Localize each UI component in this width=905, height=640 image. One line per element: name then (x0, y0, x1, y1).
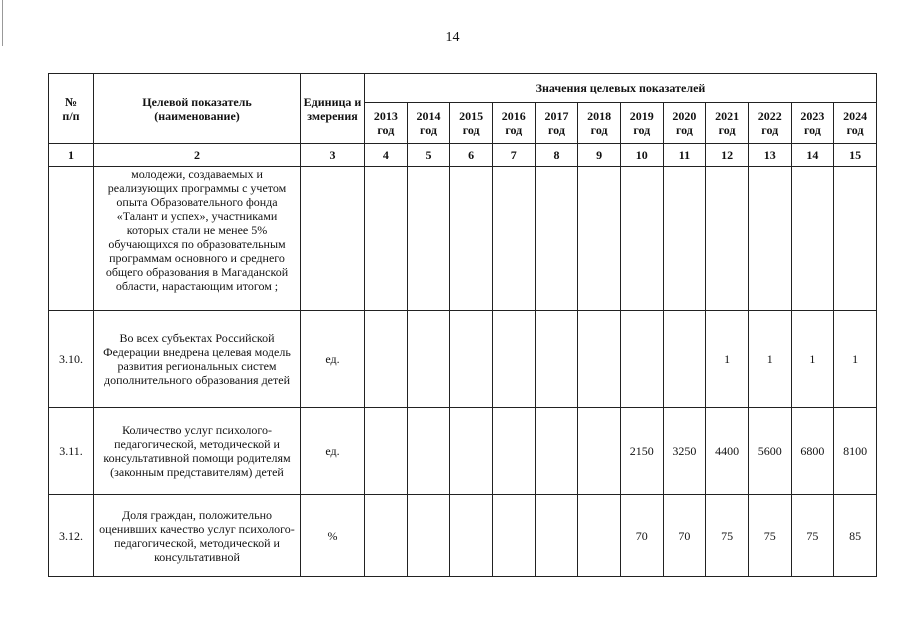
value-cell: 75 (748, 495, 791, 577)
value-cell (578, 495, 621, 577)
value-cell: 3250 (663, 408, 706, 495)
value-cell (578, 167, 621, 311)
unit-cell (301, 167, 365, 311)
header-year (407, 103, 450, 144)
row-number: 3.12. (49, 495, 94, 577)
column-index-cell: 11 (663, 144, 706, 167)
value-cell (492, 311, 535, 408)
value-cell (748, 167, 791, 311)
value-cell (620, 311, 663, 408)
value-cell: 1 (834, 311, 877, 408)
value-cell (450, 408, 493, 495)
value-cell (620, 167, 663, 311)
value-cell (492, 167, 535, 311)
value-cell: 6800 (791, 408, 834, 495)
header-year (620, 103, 663, 144)
value-cell (407, 408, 450, 495)
value-cell: 75 (706, 495, 749, 577)
target-indicators-table (48, 73, 877, 577)
header-year (834, 103, 877, 144)
header-year-number: 2022 год (757, 109, 782, 137)
value-cell (450, 311, 493, 408)
header-year (492, 103, 535, 144)
page-number: 14 (445, 30, 460, 45)
value-cell (450, 167, 493, 311)
header-unit-label: Единица измерения (303, 94, 362, 123)
header-year-number: 2017 год (544, 109, 569, 137)
header-year (663, 103, 706, 144)
header-year-number: 2014 год (416, 109, 441, 137)
indicator-name: Доля граждан, положительно оценивших качество услуг психолого-педагогической, методической и консультативной (94, 495, 301, 577)
value-cell (492, 408, 535, 495)
column-index-cell: 10 (620, 144, 663, 167)
column-index-cell: 3 (301, 144, 365, 167)
value-cell (663, 311, 706, 408)
header-year-number: 2018 год (587, 109, 612, 137)
column-index-cell: 9 (578, 144, 621, 167)
value-cell (365, 408, 408, 495)
table-row (49, 495, 877, 577)
value-cell: 75 (791, 495, 834, 577)
header-year-number: 2021 год (715, 109, 740, 137)
value-cell (407, 495, 450, 577)
unit-cell: ед. (301, 311, 365, 408)
column-index-cell: 8 (535, 144, 578, 167)
column-index-cell: 1 (49, 144, 94, 167)
value-cell (834, 167, 877, 311)
value-cell: 8100 (834, 408, 877, 495)
indicator-name: Во всех субъектах Российской Федерации внедрена целевая модель развития региональных систем дополнительного образования детей (94, 311, 301, 408)
header-year-number: 2015 год (459, 109, 484, 137)
value-cell: 4400 (706, 408, 749, 495)
value-cell (578, 311, 621, 408)
row-number: 3.11. (49, 408, 94, 495)
header-num (49, 74, 94, 144)
column-index-cell: 6 (450, 144, 493, 167)
value-cell (578, 408, 621, 495)
column-index-cell: 2 (94, 144, 301, 167)
header-values-label: Значения целевых показателей (535, 81, 706, 95)
value-cell (535, 167, 578, 311)
value-cell: 70 (620, 495, 663, 577)
value-cell (365, 167, 408, 311)
header-year (578, 103, 621, 144)
table-row (49, 167, 877, 311)
value-cell (450, 495, 493, 577)
value-cell: 70 (663, 495, 706, 577)
value-cell: 85 (834, 495, 877, 577)
column-index-cell: 15 (834, 144, 877, 167)
value-cell: 1 (706, 311, 749, 408)
value-cell: 2150 (620, 408, 663, 495)
header-year (365, 103, 408, 144)
value-cell (535, 408, 578, 495)
header-year (791, 103, 834, 144)
value-cell (365, 495, 408, 577)
unit-cell: % (301, 495, 365, 577)
indicator-name: молодежи, создаваемых и реализующих программы с учетом опыта Образовательного фонда «Талант и успех», участниками которых стали не менее 5% обучающихся по образовательным программам основного и среднего общего образования в Магаданской области, нарастающим итогом ; (94, 167, 301, 311)
column-index-cell: 7 (492, 144, 535, 167)
value-cell (407, 311, 450, 408)
indicator-name: Количество услуг психолого-педагогической, методической и консультативной помощи родителям (законным представителям) детей (94, 408, 301, 495)
table-row (49, 408, 877, 495)
header-year (748, 103, 791, 144)
value-cell (535, 495, 578, 577)
header-unit (301, 74, 365, 144)
table-row (49, 311, 877, 408)
value-cell (407, 167, 450, 311)
value-cell (535, 311, 578, 408)
column-index-cell: 4 (365, 144, 408, 167)
header-year (535, 103, 578, 144)
header-year-number: 2019 год (629, 109, 654, 137)
value-cell (706, 167, 749, 311)
column-index-cell: 5 (407, 144, 450, 167)
value-cell (492, 495, 535, 577)
value-cell: 5600 (748, 408, 791, 495)
header-year (706, 103, 749, 144)
header-num-label: № п/п (62, 94, 80, 123)
value-cell (365, 311, 408, 408)
header-year-number: 2020 год (672, 109, 697, 137)
header-year-number: 2024 год (843, 109, 868, 137)
header-year (450, 103, 493, 144)
unit-cell: ед. (301, 408, 365, 495)
value-cell: 1 (791, 311, 834, 408)
value-cell (791, 167, 834, 311)
header-values (365, 74, 877, 103)
row-number (49, 167, 94, 311)
header-year-number: 2016 год (501, 109, 526, 137)
header-year-number: 2023 год (800, 109, 825, 137)
value-cell: 1 (748, 311, 791, 408)
column-index-cell: 12 (706, 144, 749, 167)
header-year-number: 2013 год (373, 109, 398, 137)
column-index-cell: 13 (748, 144, 791, 167)
header-indicator-label: Целевой показатель (наименование) (142, 94, 252, 123)
header-indicator (94, 74, 301, 144)
row-number: 3.10. (49, 311, 94, 408)
value-cell (663, 167, 706, 311)
column-index-cell: 14 (791, 144, 834, 167)
